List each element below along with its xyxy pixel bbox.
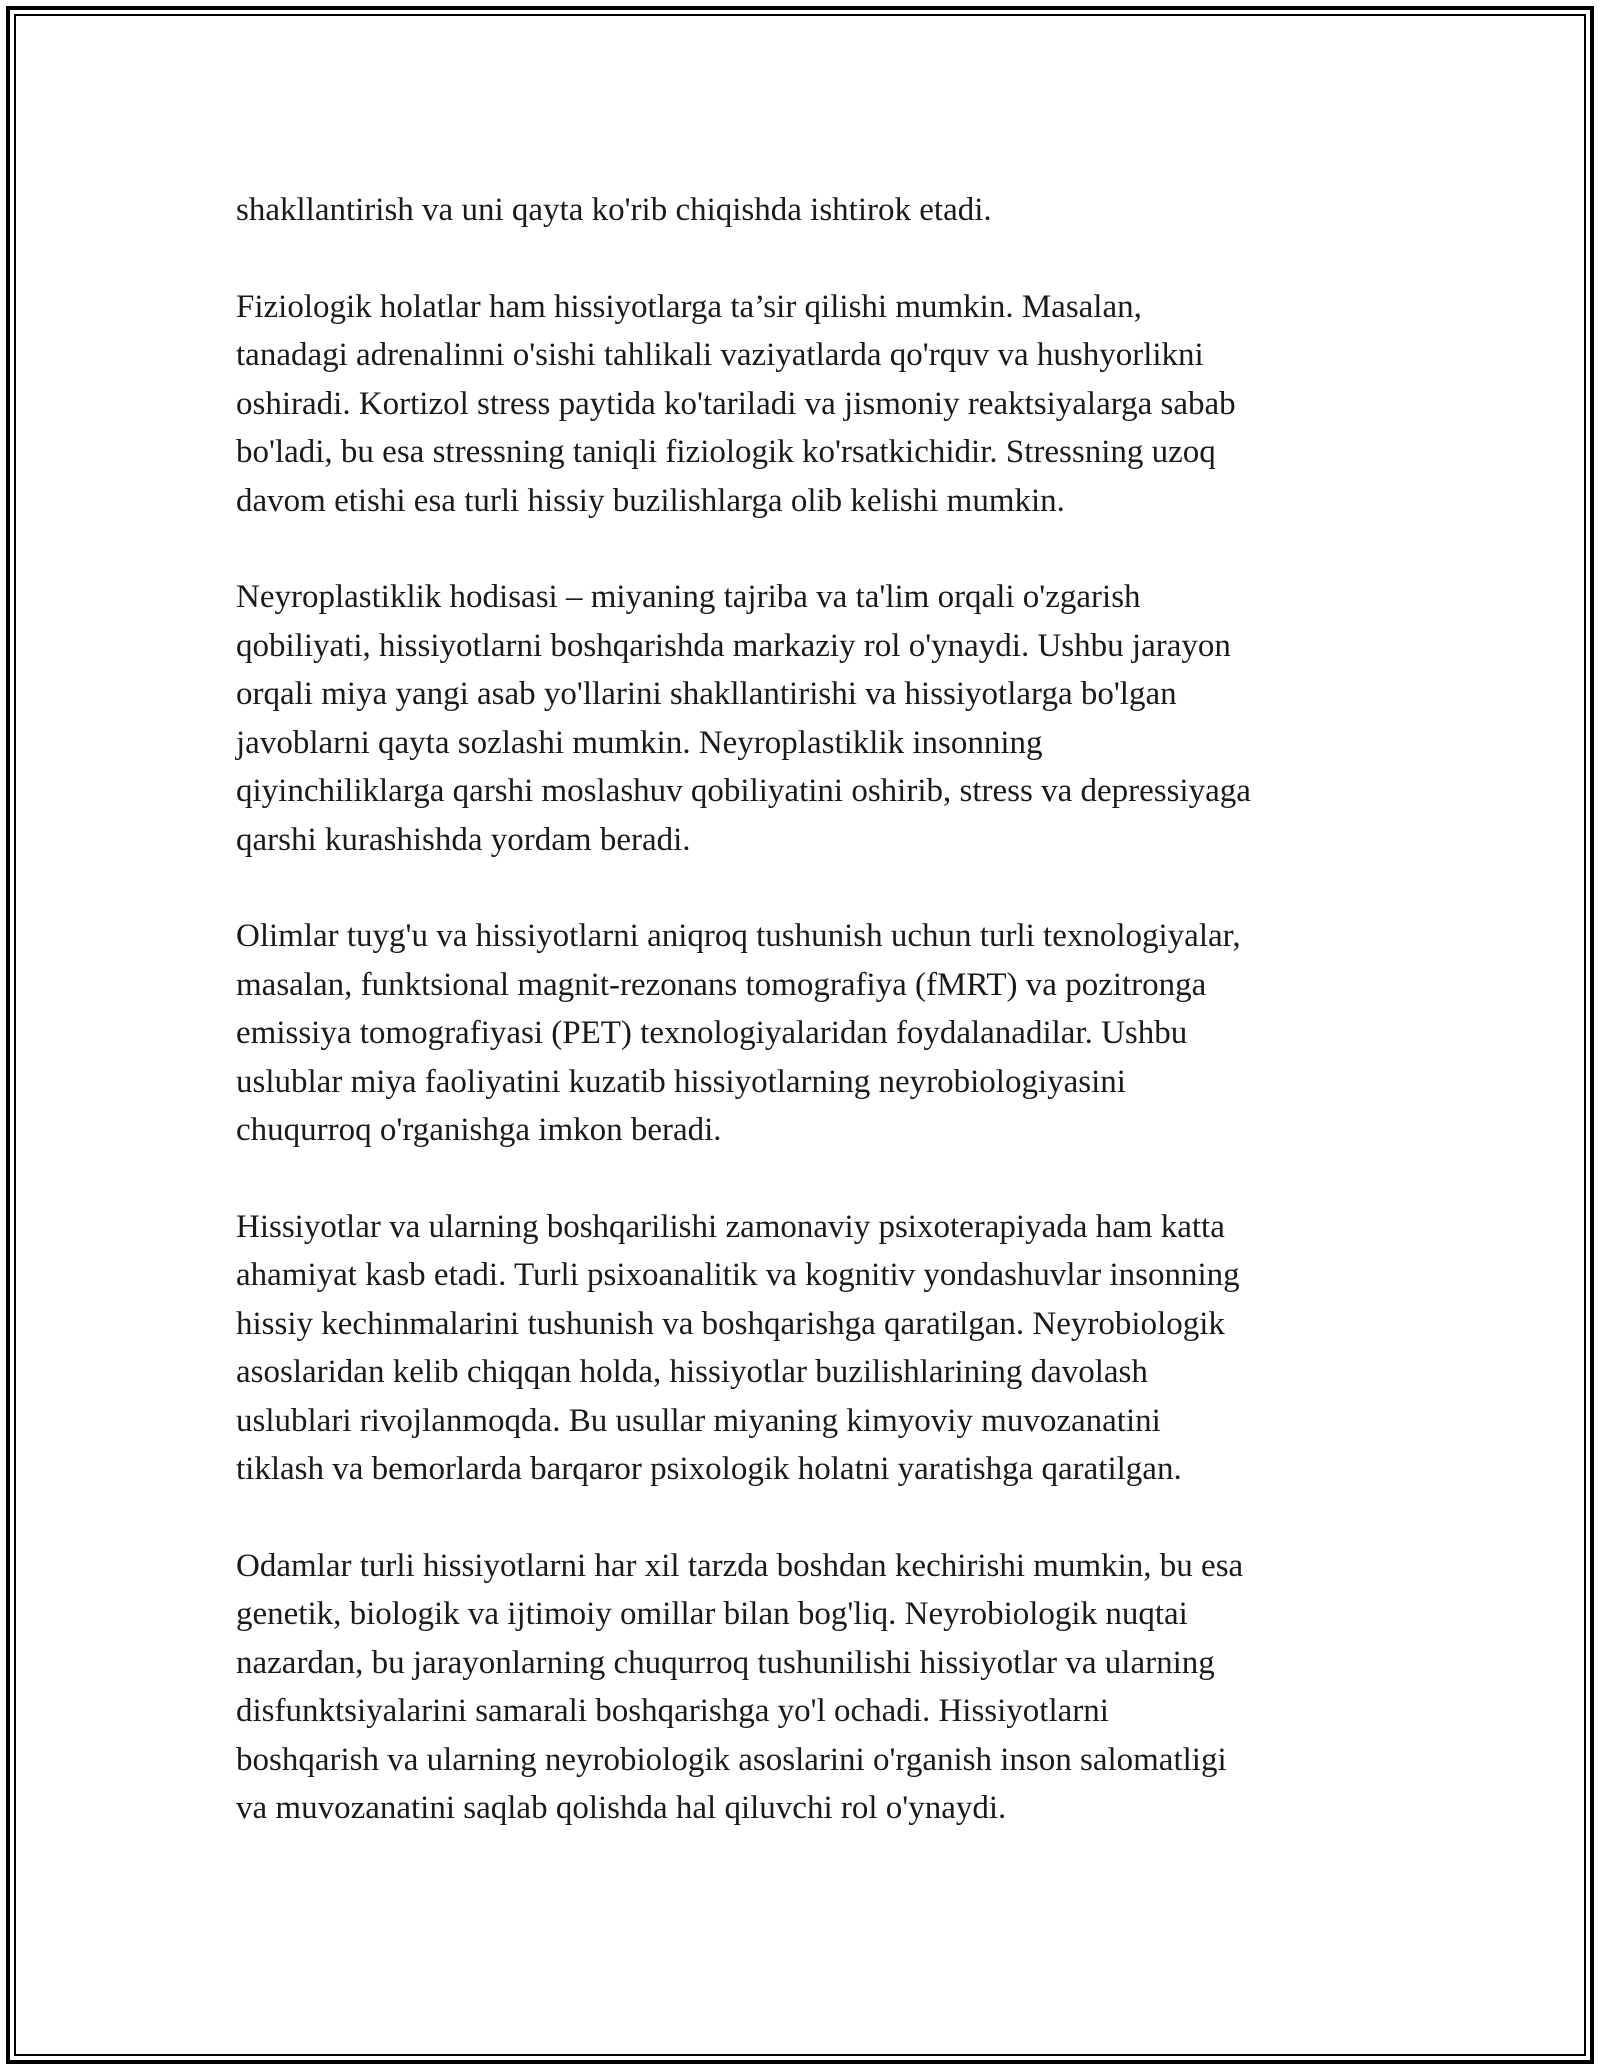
- paragraph-1: shakllantirish va uni qayta ko'rib chiqishda ishtirok etadi.: [236, 192, 992, 228]
- paragraph-3: Neyroplastiklik hodisasi – miyaning tajriba va ta'lim orqali o'zgarish qobiliyati, hissiyotlarni boshqarishda markaziy rol o'ynaydi. Ushbu jarayon orqali miya yangi asab yo'llarini shakllantirishi va hissiyotlarga bo'lgan javoblarni qayta sozlashi mumkin. Neyroplastiklik insonning qiyinchiliklarga qarshi moslashuv qobiliyatini oshirib, stress va depressiyaga qarshi kurashishda yordam beradi.: [236, 579, 1251, 858]
- document-body: [236, 186, 1376, 1881]
- paragraph-4: Olimlar tuyg'u va hissiyotlarni aniqroq tushunish uchun turli texnologiyalar, masalan, funktsional magnit-rezonans tomografiya (fMRT) va pozitronga emissiya tomografiyasi (PET) texnologiyalaridan foydalanadilar. Ushbu uslublar miya faoliyatini kuzatib hissiyotlarning neyrobiologiyasini chuqurroq o'rganishga imkon beradi.: [236, 918, 1241, 1148]
- paragraph-5: Hissiyotlar va ularning boshqarilishi zamonaviy psixoterapiyada ham katta ahamiyat kasb etadi. Turli psixoanalitik va kognitiv yondashuvlar insonning hissiy kechinmalarini tushunish va boshqarishga qaratilgan. Neyrobiologik asoslaridan kelib chiqqan holda, hissiyotlar buzilishlarining davolash uslublari rivojlanmoqda. Bu usullar miyaning kimyoviy muvozanatini tiklash va bemorlarda barqaror psixologik holatni yaratishga qaratilgan.: [236, 1208, 1240, 1487]
- paragraph-2: Fiziologik holatlar ham hissiyotlarga ta’sir qilishi mumkin. Masalan, tanadagi adrenalinni o'sishi tahlikali vaziyatlarda qo'rquv va hushyorlikni oshiradi. Kortizol stress paytida ko'tariladi va jismoniy reaktsiyalarga sabab bo'ladi, bu esa stressning taniqli fiziologik ko'rsatkichidir. Stressning uzoq davom etishi esa turli hissiy buzilishlarga olib kelishi mumkin.: [236, 288, 1236, 519]
- paragraph-6: Odamlar turli hissiyotlarni har xil tarzda boshdan kechirishi mumkin, bu esa genetik, biologik va ijtimoiy omillar bilan bog'liq. Neyrobiologik nuqtai nazardan, bu jarayonlarning chuqurroq tushunilishi hissiyotlar va ularning disfunktsiyalarini samarali boshqarishga yo'l ochadi. Hissiyotlarni boshqarish va ularning neyrobiologik asoslarini o'rganish inson salomatligi va muvozanatini saqlab qolishda hal qiluvchi rol o'ynaydi.: [236, 1547, 1244, 1826]
